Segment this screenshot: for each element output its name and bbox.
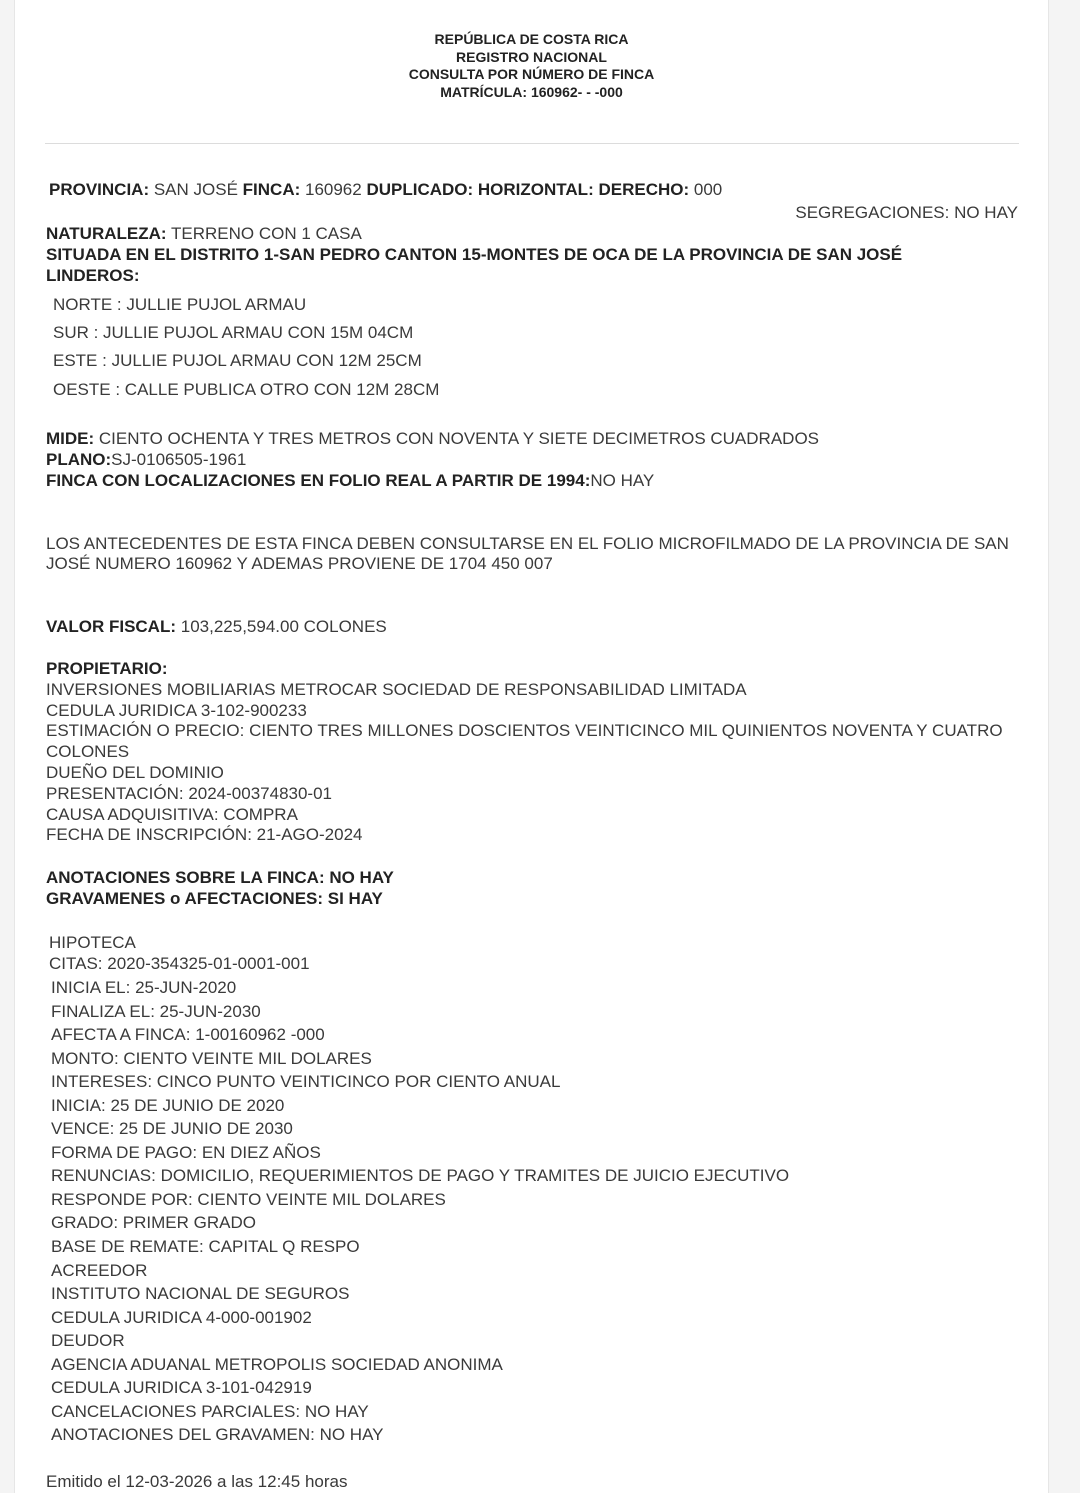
naturaleza-value: TERRENO CON 1 CASA (166, 224, 362, 243)
localizaciones-label: FINCA CON LOCALIZACIONES EN FOLIO REAL A PARTIR DE 1994: (46, 471, 591, 490)
header-country: REPÚBLICA DE COSTA RICA (434, 31, 629, 47)
situada-text: SITUADA EN EL DISTRITO 1-SAN PEDRO CANTON 15-MONTES DE OCA DE LA PROVINCIA DE SAN JOSÉ (46, 245, 903, 264)
anotaciones-text: ANOTACIONES SOBRE LA FINCA: NO HAY (46, 868, 394, 887)
propietario-fecha: FECHA DE INSCRIPCIÓN: 21-AGO-2024 (46, 825, 363, 845)
hipoteca-line: INTERESES: CINCO PUNTO VEINTICINCO POR CIENTO ANUAL (51, 1072, 561, 1092)
header-query-type: CONSULTA POR NÚMERO DE FINCA (408, 66, 655, 82)
hipoteca-line: AFECTA A FINCA: 1-00160962 -000 (51, 1025, 325, 1045)
anotaciones-line (46, 868, 394, 888)
hipoteca-line: AGENCIA ADUANAL METROPOLIS SOCIEDAD ANONIMA (51, 1354, 503, 1374)
mide-line (46, 429, 819, 449)
gravamenes-text: GRAVAMENES o AFECTACIONES: SI HAY (46, 889, 383, 908)
propietario-causa: CAUSA ADQUISITIVA: COMPRA (46, 804, 298, 824)
finca-value: 160962 (300, 180, 367, 199)
hipoteca-title: HIPOTECA (49, 933, 136, 952)
hipoteca-line: RESPONDE POR: CIENTO VEINTE MIL DOLARES (51, 1189, 446, 1209)
header-registry: REGISTRO NACIONAL (456, 48, 607, 65)
propietario-nombre: INVERSIONES MOBILIARIAS METROCAR SOCIEDAD DE RESPONSABILIDAD LIMITADA (46, 679, 747, 699)
propietario-cedula: CEDULA JURIDICA 3-102-900233 (46, 700, 307, 720)
plano-line (46, 450, 246, 470)
lindero-sur: SUR : JULLIE PUJOL ARMAU CON 15M 04CM (53, 323, 414, 342)
derecho-label: DERECHO: (593, 180, 690, 199)
hipoteca-line: ANOTACIONES DEL GRAVAMEN: NO HAY (51, 1425, 384, 1445)
mide-value: CIENTO OCHENTA Y TRES METROS CON NOVENTA Y SIETE DECIMETROS CUADRADOS (94, 429, 820, 448)
hipoteca-line: CANCELACIONES PARCIALES: NO HAY (51, 1401, 369, 1421)
linderos-label: LINDEROS: (46, 266, 140, 285)
hipoteca-line: CEDULA JURIDICA 3-101-042919 (51, 1378, 312, 1398)
provincia-value: SAN JOSÉ (149, 180, 243, 199)
hipoteca-line: MONTO: CIENTO VEINTE MIL DOLARES (51, 1048, 372, 1068)
gravamenes-line (46, 889, 383, 909)
hipoteca-line: VENCE: 25 DE JUNIO DE 2030 (51, 1119, 293, 1139)
duplicado-label: DUPLICADO: (366, 180, 474, 199)
valor-fiscal-line (46, 617, 387, 637)
header-matricula: MATRÍCULA: 160962- - -000 (440, 83, 623, 100)
emitido-footer: Emitido el 12-03-2026 a las 12:45 horas (46, 1472, 348, 1491)
derecho-value: 000 (689, 180, 723, 199)
propietario-estimacion: ESTIMACIÓN O PRECIO: CIENTO TRES MILLONES DOSCIENTOS VEINTICINCO MIL QUINIENTOS NOVENTA Y CUATRO COLONES (46, 721, 1003, 762)
segregaciones: SEGREGACIONES: NO HAY (795, 203, 1018, 222)
hipoteca-line: INICIA: 25 DE JUNIO DE 2020 (51, 1095, 285, 1115)
linderos-line (46, 266, 140, 286)
plano-label: PLANO: (46, 450, 112, 469)
propietario-section (46, 659, 1018, 846)
provincia-line (49, 180, 722, 200)
lindero-oeste: OESTE : CALLE PUBLICA OTRO CON 12M 28CM (53, 380, 440, 399)
propietario-presentacion: PRESENTACIÓN: 2024-00374830-01 (46, 783, 333, 803)
hipoteca-line: BASE DE REMATE: CAPITAL Q RESPO (51, 1237, 360, 1257)
localizaciones-value: NO HAY (590, 471, 655, 490)
propietario-dominio: DUEÑO DEL DOMINIO (46, 762, 224, 782)
propietario-label: PROPIETARIO: (46, 659, 168, 678)
provincia-label: PROVINCIA: (49, 180, 150, 199)
hipoteca-line: INSTITUTO NACIONAL DE SEGUROS (51, 1284, 350, 1304)
header-divider (45, 143, 1019, 144)
hipoteca-line: ACREEDOR (51, 1260, 148, 1280)
valor-fiscal-value: 103,225,594.00 COLONES (176, 617, 387, 636)
hipoteca-line: INICIA EL: 25-JUN-2020 (51, 978, 237, 997)
finca-label: FINCA: (242, 180, 301, 199)
localizaciones-line (46, 471, 654, 491)
hipoteca-citas: CITAS: 2020-354325-01-0001-001 (49, 954, 310, 973)
lindero-este: ESTE : JULLIE PUJOL ARMAU CON 12M 25CM (53, 351, 422, 370)
hipoteca-line: RENUNCIAS: DOMICILIO, REQUERIMIENTOS DE PAGO Y TRAMITES DE JUICIO EJECUTIVO (51, 1166, 790, 1186)
valor-fiscal-label: VALOR FISCAL: (46, 617, 177, 636)
horizontal-label: HORIZONTAL: (473, 180, 594, 199)
hipoteca-line: DEUDOR (51, 1331, 125, 1351)
hipoteca-line: FINALIZA EL: 25-JUN-2030 (51, 1001, 261, 1021)
hipoteca-line: GRADO: PRIMER GRADO (51, 1213, 256, 1233)
document-page (14, 0, 1049, 1493)
document-header (15, 31, 1048, 101)
mide-label: MIDE: (46, 429, 95, 448)
plano-value: SJ-0106505-1961 (111, 450, 247, 469)
naturaleza-line (46, 224, 362, 244)
antecedentes-paragraph: LOS ANTECEDENTES DE ESTA FINCA DEBEN CONSULTARSE EN EL FOLIO MICROFILMADO DE LA PROVINCIA DE SAN JOSÉ NUMERO 160962 Y ADEMAS PROVIENE DE 1704 450 007 (46, 534, 1009, 573)
naturaleza-label: NATURALEZA: (46, 224, 167, 243)
lindero-norte: NORTE : JULLIE PUJOL ARMAU (53, 295, 307, 314)
situada-line (46, 245, 902, 265)
hipoteca-line: FORMA DE PAGO: EN DIEZ AÑOS (51, 1142, 321, 1162)
hipoteca-details (51, 976, 789, 1447)
hipoteca-line: CEDULA JURIDICA 4-000-001902 (51, 1307, 312, 1327)
